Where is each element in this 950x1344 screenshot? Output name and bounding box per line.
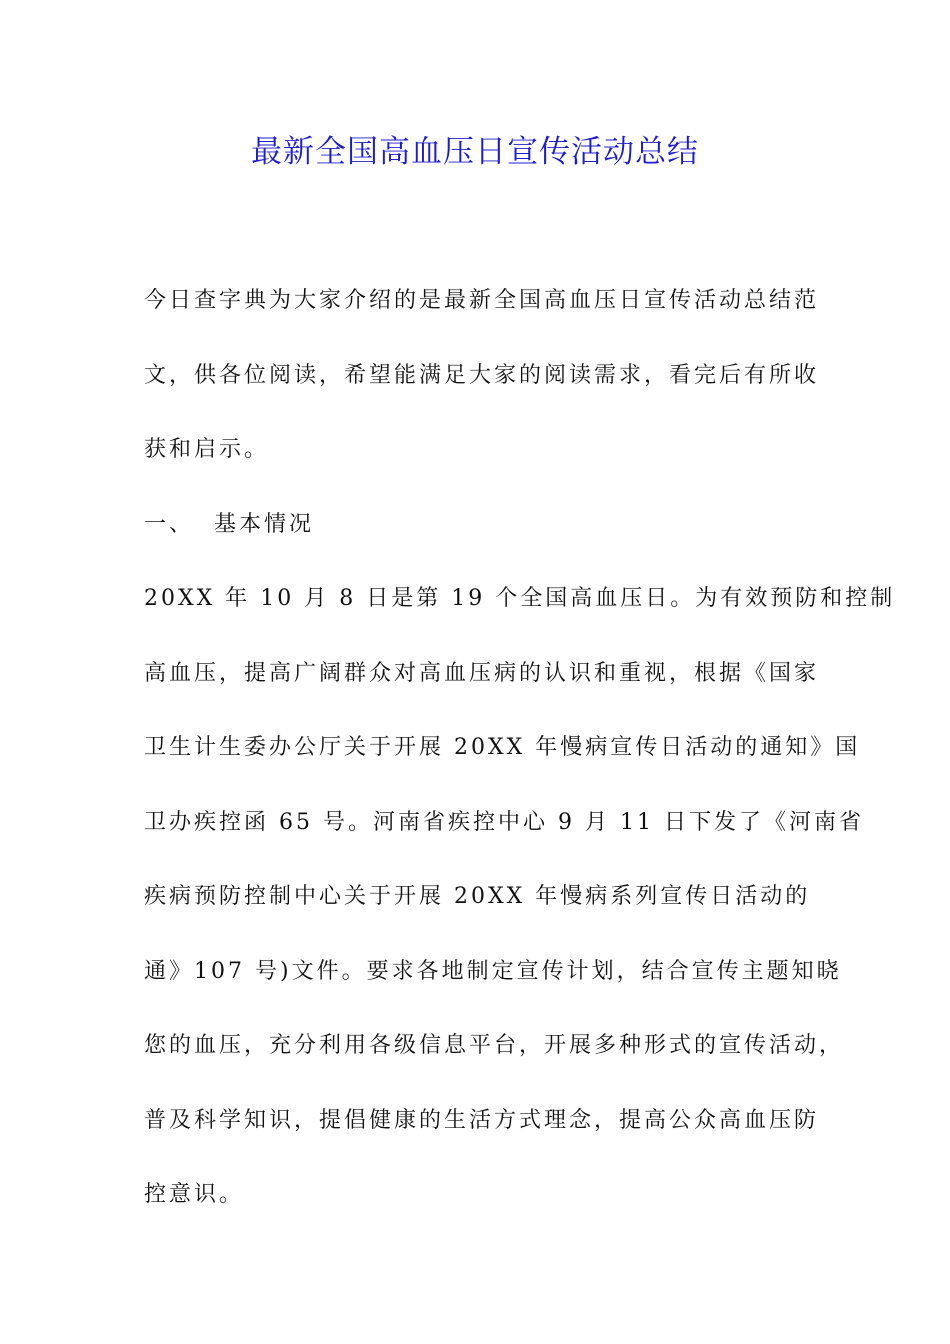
- text-line: 普及科学知识，提倡健康的生活方式理念，提高公众高血压防: [144, 1107, 820, 1133]
- text-line: 20XX 年 10 月 8 日是第 19 个全国高血压日。为有效预防和控制: [144, 586, 896, 611]
- text-line: 通》107 号)文件。要求各地制定宣传计划，结合宣传主题知晓: [144, 958, 842, 984]
- text-line: 疾病预防控制中心关于开展 20XX 年慢病系列宣传日活动的: [144, 884, 811, 909]
- text-line: 获和启示。: [144, 437, 270, 462]
- intro-paragraph: [144, 264, 824, 488]
- text-line: 文，供各位阅读，希望能满足大家的阅读需求，看完后有所收: [144, 362, 820, 388]
- text-line: 您的血压，充分利用各级信息平台，开展多种形式的宣传活动，: [144, 1033, 845, 1058]
- section-heading: [144, 488, 824, 563]
- body-paragraph: [144, 562, 896, 1233]
- document-body: [144, 264, 896, 1233]
- text-line: 控意识。: [144, 1182, 245, 1207]
- text-line: 高血压，提高广阔群众对高血压病的认识和重视，根据《国家: [144, 660, 820, 686]
- text-line: 卫生计生委办公厅关于开展 20XX 年慢病宣传日活动的通知》国: [144, 735, 861, 760]
- document-title: 最新全国高血压日宣传活动总结: [251, 134, 699, 170]
- text-line: 今日查字典为大家介绍的是最新全国高血压日宣传活动总结范: [144, 288, 820, 313]
- section-heading-text: 一、 基本情况: [144, 511, 314, 537]
- text-line: 卫办疾控函 65 号。河南省疾控中心 9 月 11 日下发了《河南省: [144, 809, 864, 835]
